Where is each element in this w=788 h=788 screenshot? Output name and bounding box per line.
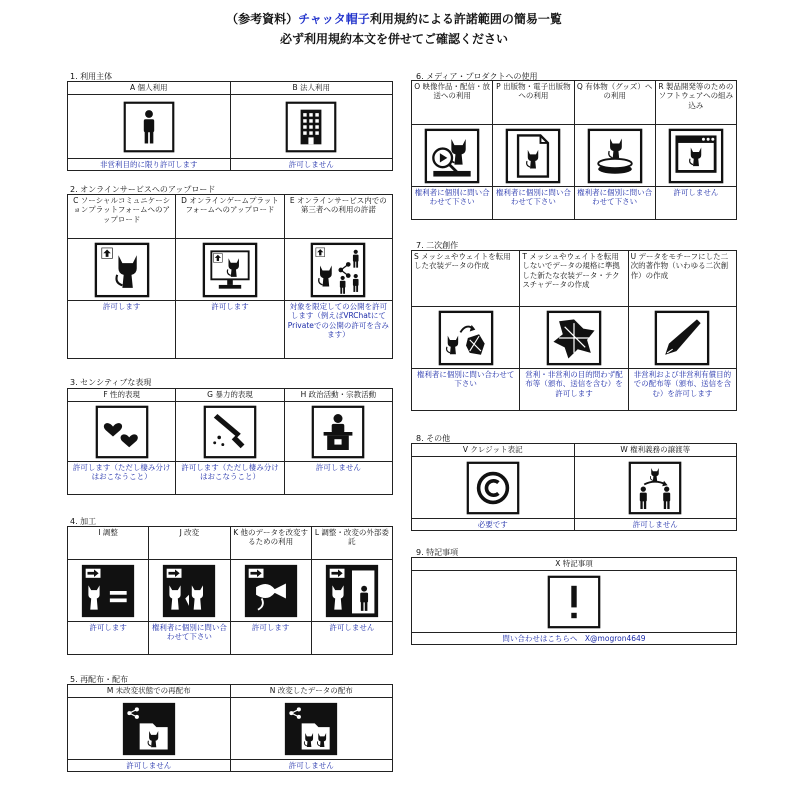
online-upload-table	[67, 194, 393, 359]
item-f-status: 許可します（ただし棲み分けはおこなうこと）	[68, 462, 176, 495]
section-title-online-upload: 2. オンラインサービスへのアップロード	[70, 185, 216, 194]
item-b-status: 許可しません	[230, 159, 393, 171]
item-p-status: 権利者に個別に問い合わせて下さい	[493, 187, 574, 220]
section-title-processing: 4. 加工	[70, 517, 97, 526]
item-g-label: G 暴力的表現	[176, 389, 284, 402]
item-a-status: 非営利目的に限り許可します	[68, 159, 231, 171]
item-e-label: E オンラインサービス内での第三者への利用の許諾	[284, 195, 392, 239]
pen-icon	[654, 310, 710, 366]
mesh-reuse-icon	[438, 310, 494, 366]
media-table	[411, 80, 737, 220]
item-d-label: D オンラインゲームプラットフォームへのアップロード	[176, 195, 284, 239]
item-r-status: 許可しません	[655, 187, 736, 220]
item-f-label: F 性的表現	[68, 389, 176, 402]
item-o-label: O 映像作品・配信・放送への利用	[412, 81, 493, 125]
item-s-status: 権利者に個別に問い合わせて下さい	[412, 369, 520, 411]
item-t-status: 営利・非営利の目的問わず配布等（頒布、送信を含む）を許可します	[520, 369, 628, 411]
item-i-status: 許可します	[68, 622, 149, 655]
hearts-icon	[95, 405, 149, 459]
item-l-label: L 調整・改変の外部委託	[311, 527, 392, 560]
share-upload-icon	[310, 242, 366, 298]
transfer-icon	[628, 461, 682, 515]
title-text: 利用規約による許諾範囲の簡易一覧	[369, 12, 562, 26]
item-o-status: 権利者に個別に問い合わせて下さい	[412, 187, 493, 220]
adjust-icon	[80, 563, 136, 619]
item-e-status: 対象を限定しての公開を許可します（例えばVRChatにてPrivateでの公開の許可を含みます）	[284, 301, 392, 359]
notes-table	[411, 557, 737, 645]
item-v-label: V クレジット表記	[412, 444, 575, 457]
video-icon	[424, 128, 480, 184]
distribute-modified-icon	[283, 701, 339, 757]
outsource-icon	[324, 563, 380, 619]
item-l-status: 許可しません	[311, 622, 392, 655]
copyright-icon	[466, 461, 520, 515]
section-title-derivative: 7. 二次創作	[416, 241, 459, 250]
texture-icon	[546, 310, 602, 366]
section-title-notes: 9. 特記事項	[416, 548, 459, 557]
item-v-status: 必要です	[412, 519, 575, 531]
section-title-other: 8. その他	[416, 434, 451, 443]
item-i-label: I 調整	[68, 527, 149, 560]
item-s-label: S メッシュやウェイトを転用した衣装データの作成	[412, 251, 520, 307]
publication-icon	[505, 128, 561, 184]
item-d-status: 許可します	[176, 301, 284, 359]
section-title-media: 6. メディア・プロダクトへの使用	[416, 72, 538, 81]
reuse-icon	[243, 563, 299, 619]
other-table	[411, 443, 737, 531]
item-x-label: X 特記事項	[412, 558, 737, 571]
item-h-status: 許可しません	[284, 462, 392, 495]
item-t-label: T メッシュやウェイトを転用しないでデータの規格に準拠した新たな衣装データ・テクスチャデータの作成	[520, 251, 628, 307]
item-q-label: Q 有体物（グッズ）への利用	[574, 81, 655, 125]
item-u-label: U データをモチーフにした二次的著作物（いわゆる二次創作）の作成	[628, 251, 736, 307]
brand-name: チャッタ帽子	[298, 12, 370, 26]
goods-icon	[587, 128, 643, 184]
person-icon	[123, 101, 175, 153]
knife-icon	[203, 405, 257, 459]
page-subtitle: 必ず利用規約本文を併せてご確認ください	[279, 32, 508, 46]
section-title-redistribution: 5. 再配布・配布	[70, 675, 129, 684]
item-a-label: A 個人利用	[68, 82, 231, 95]
exclamation-icon	[547, 575, 601, 629]
item-h-label: H 政治活動・宗教活動	[284, 389, 392, 402]
upload-cat-icon	[94, 242, 150, 298]
item-x-status: 問い合わせはこちらへ X@mogron4649	[412, 633, 737, 645]
derivative-table	[411, 250, 737, 411]
item-m-status: 許可しません	[68, 760, 231, 772]
modify-icon	[161, 563, 217, 619]
sensitive-table	[67, 388, 393, 495]
item-r-label: R 製品開発等のためのソフトウェアへの組み込み	[655, 81, 736, 125]
item-n-status: 許可しません	[230, 760, 393, 772]
item-n-label: N 改変したデータの配布	[230, 685, 393, 698]
item-g-status: 許可します（ただし棲み分けはおこなうこと）	[176, 462, 284, 495]
usage-entity-table	[67, 81, 393, 171]
item-c-status: 許可します	[68, 301, 176, 359]
item-c-label: C ソーシャルコミュニケーションプラットフォームへのアップロード	[68, 195, 176, 239]
title-prefix: （参考資料）	[226, 12, 299, 26]
podium-icon	[311, 405, 365, 459]
item-j-status: 権利者に個別に問い合わせて下さい	[149, 622, 230, 655]
game-upload-icon	[202, 242, 258, 298]
section-title-sensitive: 3. センシティブな表現	[70, 378, 152, 387]
item-j-label: J 改変	[149, 527, 230, 560]
redistribute-icon	[121, 701, 177, 757]
software-icon	[668, 128, 724, 184]
item-q-status: 権利者に個別に問い合わせて下さい	[574, 187, 655, 220]
item-w-label: W 権利義務の譲渡等	[574, 444, 737, 457]
page-title	[0, 10, 788, 27]
item-k-label: K 他のデータを改変するための利用	[230, 527, 311, 560]
processing-table	[67, 526, 393, 655]
item-w-status: 許可しません	[574, 519, 737, 531]
item-p-label: P 出版物・電子出版物への利用	[493, 81, 574, 125]
section-title-usage-entity: 1. 利用主体	[70, 72, 113, 81]
item-u-status: 非営利および非営利有償目的での配布等（頒布、送信を含む）を許可します	[628, 369, 736, 411]
item-m-label: M 未改変状態での再配布	[68, 685, 231, 698]
redistribution-table	[67, 684, 393, 772]
item-k-status: 許可します	[230, 622, 311, 655]
building-icon	[285, 101, 337, 153]
item-b-label: B 法人利用	[230, 82, 393, 95]
